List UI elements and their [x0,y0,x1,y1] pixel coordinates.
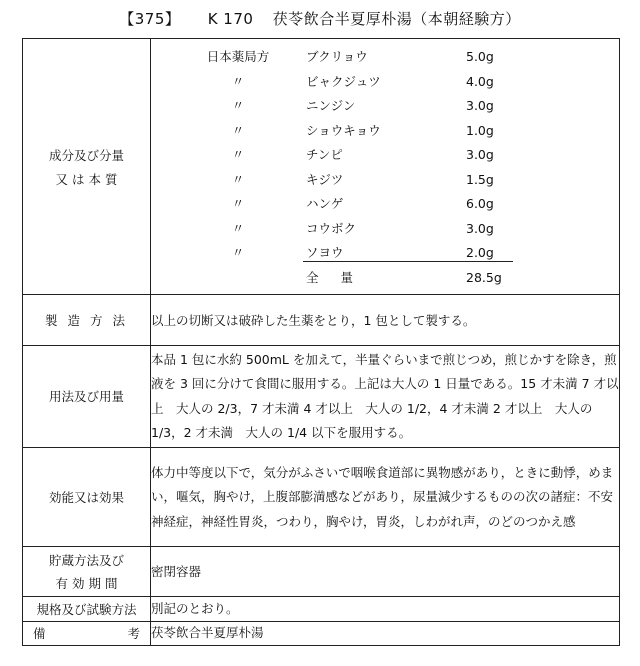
remarks-header-left: 備 [33,626,46,642]
ingredient-source: 〃 [231,73,245,89]
usage-text: 本品 1 包に水約 500mL を加えて，半量ぐらいまで煎じつめ，煎じかすを除き，煎液を 3 回に分けて食間に服用する。上記は大人の 1 日量である。15 才未満 7 才以上 大人の 2/3，7 才未満 4 才以上 大人の 1/2，4 才未満 2 才以上 大人の 1/3，2 才未満 大人の 1/4 以下を服用する。 [151,346,620,448]
ingredients-header [23,39,151,295]
ingredient-source: 〃 [231,171,245,187]
remarks-text: 茯苓飲合半夏厚朴湯 [151,621,620,645]
usage-row [23,346,620,448]
ingredient-amount: 6.0g [466,196,494,212]
ingredient-amount: 3.0g [466,98,494,114]
title-code: K 170 [207,10,254,28]
ingredient-amount: 3.0g [466,220,494,236]
ingredient-name: コウボク [306,220,357,236]
ingredient-list [151,45,619,292]
ingredient-amount: 1.5g [466,171,494,187]
ingredient-source: 〃 [231,98,245,114]
test-row [23,597,620,621]
storage-header [23,547,151,597]
ingredient-source: 〃 [231,122,245,138]
efficacy-header: 効能又は効果 [23,447,151,547]
remarks-header [23,621,151,645]
remarks-row [23,621,620,645]
ingredients-body [151,39,620,295]
ingredients-header-line2: 又 は 本 質 [55,171,118,187]
ingredient-source: 〃 [231,245,245,261]
ingredient-amount: 3.0g [466,147,494,163]
remarks-header-right: 考 [127,626,140,642]
test-text: 別記のとおり。 [151,597,620,621]
ingredient-name: ハンゲ [306,196,344,212]
manufacturing-text: 以上の切断又は破砕した生薬をとり，1 包として製する。 [151,295,620,346]
manufacturing-row [23,295,620,346]
ingredient-amount: 4.0g [466,73,494,89]
title-number: 【375】 [119,10,181,28]
total-divider [303,261,513,262]
ingredient-amount: 1.0g [466,122,494,138]
storage-header-line1: 貯蔵方法及び [48,552,124,568]
ingredient-row [151,192,619,216]
total-label: 全量 [306,269,376,285]
specification-table [22,38,620,646]
ingredients-header-line1: 成分及び分量 [48,147,124,163]
ingredient-name: ブクリョウ [306,49,368,65]
ingredient-source: 日本薬局方 [206,49,270,65]
efficacy-text: 体力中等度以下で，気分がふさいで咽喉食道部に異物感があり，ときに動悸，めまい，嘔気，胸やけ，上腹部膨満感などがあり，尿量減少するものの次の諸症：不安神経症，神経性胃炎，つわり，胸やけ，胃炎，しわがれ声，のどのつかえ感 [151,447,620,547]
ingredient-name: ビャクジュツ [306,73,381,89]
storage-header-line2: 有 効 期 間 [55,575,118,591]
ingredient-row [151,119,619,143]
manufacturing-header: 製 造 方 法 [23,295,151,346]
document-title [0,8,640,29]
ingredient-row [151,168,619,192]
usage-header: 用法及び用量 [23,346,151,448]
storage-row [23,547,620,597]
ingredient-amount: 5.0g [466,49,494,65]
ingredient-row [151,217,619,241]
ingredient-name: ソヨウ [306,245,344,261]
ingredients-row [23,39,620,295]
ingredient-row [151,94,619,118]
test-header: 規格及び試験方法 [23,597,151,621]
total-row [151,266,619,290]
title-name: 茯苓飲合半夏厚朴湯（本朝経験方） [272,10,521,28]
ingredient-source: 〃 [231,147,245,163]
ingredient-row [151,70,619,94]
storage-text: 密閉容器 [151,547,620,597]
ingredient-name: キジツ [306,171,344,187]
ingredient-source: 〃 [231,220,245,236]
ingredient-source: 〃 [231,196,245,212]
ingredient-name: チンピ [306,147,343,163]
ingredient-amount: 2.0g [466,245,494,261]
ingredient-name: ニンジン [306,98,356,114]
efficacy-row [23,447,620,547]
total-amount: 28.5g [466,269,502,285]
ingredient-name: ショウキョウ [306,122,381,138]
ingredient-row [151,45,619,69]
ingredient-row [151,143,619,167]
